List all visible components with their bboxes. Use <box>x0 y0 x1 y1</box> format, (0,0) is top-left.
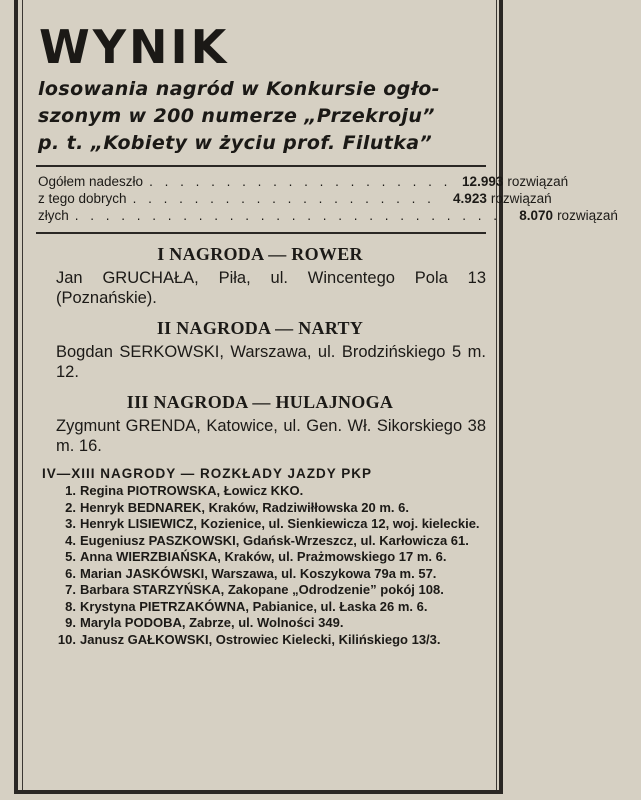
article <box>34 20 618 648</box>
item-text: Eugeniusz PASZKOWSKI, Gdańsk-Wrzeszcz, ul. Karłowicza 61. <box>80 532 469 548</box>
list-item <box>34 599 486 616</box>
stat-unit: rozwiązań <box>557 208 618 223</box>
leader-dots: . . . . . . . . . . . . . . . . . . . . <box>132 191 435 206</box>
item-number: 2. <box>65 499 76 515</box>
prize-1 <box>34 244 486 308</box>
item-number: 8. <box>65 598 76 614</box>
item-number: 9. <box>65 615 76 630</box>
item-text: Marian JASKÓWSKI, Warszawa, ul. Koszykowa 79a m. 57. <box>80 565 437 581</box>
stats-block <box>38 173 618 224</box>
subtitle-line-2: szonym w 200 numerze „Przekroju” <box>38 105 435 127</box>
list-item <box>34 549 486 566</box>
prize-heading: III NAGRODA — HULAJNOGA <box>126 392 394 412</box>
item-number: 6. <box>65 565 76 581</box>
leader-dots: . . . . . . . . . . . . . . . . . . . . . . . . . . . . <box>74 208 502 223</box>
prize-heading: II NAGRODA — NARTY <box>156 318 364 338</box>
prize-winner: Bogdan SERKOWSKI, Warszawa, ul. Brodzińskiego 5 m. 12. <box>56 343 486 381</box>
list-item <box>34 500 486 517</box>
item-text: Krystyna PIETRZAKÓWNA, Pabianice, ul. Łaska 26 m. 6. <box>80 598 428 614</box>
frame-inner-left-rule <box>22 0 23 790</box>
item-number: 1. <box>65 483 76 498</box>
list-item <box>34 566 486 583</box>
item-text: Regina PIOTROWSKA, Łowicz KKO. <box>80 483 304 498</box>
list-item <box>34 483 486 500</box>
item-number: 7. <box>65 582 76 597</box>
item-text: Anna WIERZBIAŃSKA, Kraków, ul. Prażmowskiego 17 m. 6. <box>80 549 447 564</box>
lottery-heading: IV—XIII NAGRODY — ROZKŁADY JAZDY PKP <box>42 466 373 481</box>
item-text: Maryla PODOBA, Zabrze, ul. Wolności 349. <box>80 615 344 630</box>
list-item <box>34 533 486 550</box>
item-number: 4. <box>65 532 76 548</box>
stat-label: Ogółem nadeszło <box>38 174 144 189</box>
list-item <box>34 615 486 632</box>
list-item <box>34 632 486 649</box>
prize-3 <box>34 392 486 456</box>
prize-winner: Zygmunt GRENDA, Katowice, ul. Gen. Wł. Sikorskiego 38 m. 16. <box>56 417 486 455</box>
item-text: Janusz GAŁKOWSKI, Ostrowiec Kielecki, Kilińskiego 13/3. <box>80 631 441 647</box>
prize-2 <box>34 318 486 382</box>
stat-row-total <box>38 173 569 190</box>
item-text: Barbara STARZYŃSKA, Zakopane „Odrodzenie” pokój 108. <box>80 582 444 597</box>
divider-top <box>36 165 486 167</box>
stat-unit: rozwiązań <box>507 174 569 189</box>
item-text: Henryk LISIEWICZ, Kozienice, ul. Sienkiewicza 12, woj. kieleckie. <box>80 516 480 531</box>
stat-unit: rozwiązań <box>490 191 552 206</box>
list-item <box>34 516 486 533</box>
list-item <box>34 582 486 599</box>
page-title: WYNIK <box>39 20 230 74</box>
stat-label: z tego dobrych <box>38 191 127 206</box>
stat-value: 12.993 <box>462 174 504 189</box>
winners-list <box>34 483 486 648</box>
subtitle-line-1: losowania nagród w Konkursie ogło- <box>38 78 440 100</box>
item-number: 10. <box>57 631 76 647</box>
prize-winner: Jan GRUCHAŁA, Piła, ul. Wincentego Pola 13 (Poznańskie). <box>56 269 486 307</box>
item-number: 3. <box>65 516 76 531</box>
stat-label: złych <box>38 208 69 223</box>
subtitle <box>34 76 486 157</box>
frame-inner-right-rule <box>496 0 497 790</box>
item-text: Henryk BEDNAREK, Kraków, Radziwiłłowska 20 m. 6. <box>80 499 409 515</box>
stat-row-bad <box>38 207 618 224</box>
item-number: 5. <box>65 549 76 564</box>
stat-value: 4.923 <box>453 191 487 206</box>
divider-middle <box>36 232 486 234</box>
stat-value: 8.070 <box>519 208 554 223</box>
stat-row-good <box>38 190 552 207</box>
prize-heading: I NAGRODA — ROWER <box>157 244 363 264</box>
subtitle-line-3: p. t. „Kobiety w życiu prof. Filutka” <box>38 132 433 154</box>
leader-dots: . . . . . . . . . . . . . . . . . . . . <box>149 174 452 189</box>
